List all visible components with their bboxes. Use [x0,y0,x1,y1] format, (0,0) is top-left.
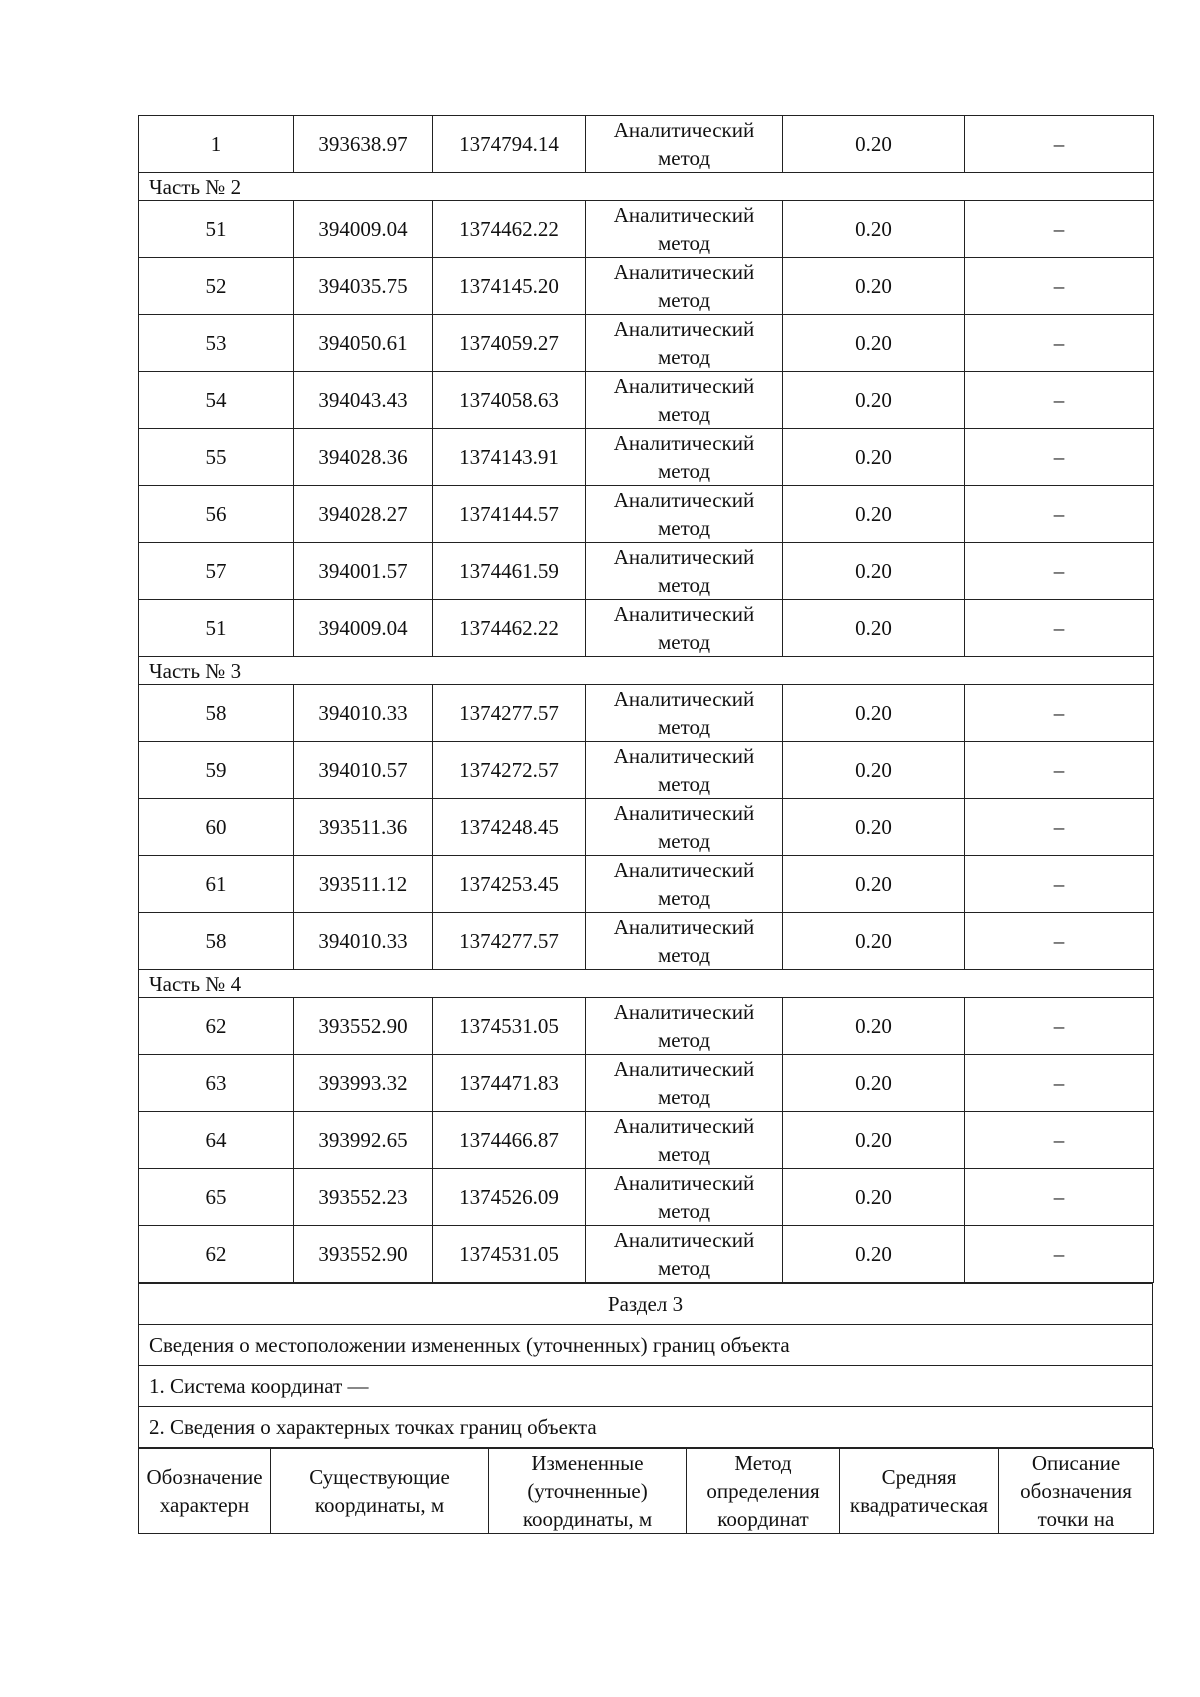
method-cell: Аналитический метод [586,1226,783,1283]
method-cell: Аналитический метод [586,799,783,856]
method-cell: Аналитический метод [586,429,783,486]
accuracy-cell: 0.20 [783,799,965,856]
accuracy-cell: 0.20 [783,258,965,315]
description-cell: – [965,1226,1154,1283]
point-row [139,998,1154,1055]
y-coordinate-cell: 1374462.22 [433,600,586,657]
description-cell: – [965,1169,1154,1226]
point-number-cell: 62 [139,1226,294,1283]
description-cell: – [965,201,1154,258]
header-description: Описание обозначения точки на [999,1449,1154,1534]
method-cell: Аналитический метод [586,116,783,173]
method-cell: Аналитический метод [586,543,783,600]
x-coordinate-cell: 394028.36 [294,429,433,486]
accuracy-cell: 0.20 [783,998,965,1055]
point-number-cell: 58 [139,685,294,742]
point-row [139,913,1154,970]
point-row [139,543,1154,600]
accuracy-cell: 0.20 [783,543,965,600]
point-row [139,116,1154,173]
point-number-cell: 64 [139,1112,294,1169]
description-cell: – [965,486,1154,543]
y-coordinate-cell: 1374526.09 [433,1169,586,1226]
method-cell: Аналитический метод [586,1112,783,1169]
part-label: Часть № 3 [139,657,1154,685]
document-page [138,115,1153,1534]
x-coordinate-cell: 393638.97 [294,116,433,173]
x-coordinate-cell: 393552.90 [294,1226,433,1283]
y-coordinate-cell: 1374466.87 [433,1112,586,1169]
point-row [139,315,1154,372]
method-cell: Аналитический метод [586,372,783,429]
section-3-subtitle: Сведения о местоположении измененных (уточненных) границ объекта [139,1325,1153,1366]
accuracy-cell: 0.20 [783,116,965,173]
description-cell: – [965,799,1154,856]
method-cell: Аналитический метод [586,1055,783,1112]
x-coordinate-cell: 394009.04 [294,600,433,657]
x-coordinate-cell: 394009.04 [294,201,433,258]
y-coordinate-cell: 1374277.57 [433,685,586,742]
x-coordinate-cell: 393552.23 [294,1169,433,1226]
method-cell: Аналитический метод [586,315,783,372]
part-header-row [139,173,1154,201]
x-coordinate-cell: 394035.75 [294,258,433,315]
y-coordinate-cell: 1374059.27 [433,315,586,372]
header-existing-coordinates: Существующие координаты, м [271,1449,489,1534]
accuracy-cell: 0.20 [783,913,965,970]
point-number-cell: 59 [139,742,294,799]
x-coordinate-cell: 394050.61 [294,315,433,372]
description-cell: – [965,742,1154,799]
accuracy-cell: 0.20 [783,486,965,543]
y-coordinate-cell: 1374248.45 [433,799,586,856]
x-coordinate-cell: 394010.57 [294,742,433,799]
point-row [139,486,1154,543]
point-number-cell: 1 [139,116,294,173]
description-cell: – [965,258,1154,315]
y-coordinate-cell: 1374471.83 [433,1055,586,1112]
method-cell: Аналитический метод [586,600,783,657]
accuracy-cell: 0.20 [783,429,965,486]
description-cell: – [965,1055,1154,1112]
y-coordinate-cell: 1374531.05 [433,1226,586,1283]
coordinates-table [138,115,1154,1283]
description-cell: – [965,429,1154,486]
point-row [139,799,1154,856]
point-row [139,258,1154,315]
description-cell: – [965,998,1154,1055]
coordinates-table-body [139,116,1154,1283]
point-row [139,1055,1154,1112]
point-number-cell: 63 [139,1055,294,1112]
accuracy-cell: 0.20 [783,685,965,742]
point-number-cell: 62 [139,998,294,1055]
point-row [139,600,1154,657]
accuracy-cell: 0.20 [783,856,965,913]
method-cell: Аналитический метод [586,913,783,970]
description-cell: – [965,315,1154,372]
y-coordinate-cell: 1374794.14 [433,116,586,173]
point-row [139,856,1154,913]
point-number-cell: 51 [139,201,294,258]
point-row [139,1226,1154,1283]
accuracy-cell: 0.20 [783,1112,965,1169]
description-cell: – [965,116,1154,173]
point-number-cell: 51 [139,600,294,657]
method-cell: Аналитический метод [586,201,783,258]
method-cell: Аналитический метод [586,742,783,799]
header-designation: Обозначение характерн [139,1449,271,1534]
method-cell: Аналитический метод [586,258,783,315]
x-coordinate-cell: 394010.33 [294,685,433,742]
point-row [139,372,1154,429]
accuracy-cell: 0.20 [783,1055,965,1112]
accuracy-cell: 0.20 [783,1169,965,1226]
section-3-header-row [139,1449,1154,1534]
description-cell: – [965,685,1154,742]
x-coordinate-cell: 394001.57 [294,543,433,600]
y-coordinate-cell: 1374531.05 [433,998,586,1055]
point-number-cell: 61 [139,856,294,913]
header-changed-coordinates: Измененные (уточненные) координаты, м [489,1449,687,1534]
method-cell: Аналитический метод [586,486,783,543]
method-cell: Аналитический метод [586,998,783,1055]
description-cell: – [965,1112,1154,1169]
description-cell: – [965,543,1154,600]
accuracy-cell: 0.20 [783,201,965,258]
section-3-title: Раздел 3 [139,1284,1153,1325]
y-coordinate-cell: 1374143.91 [433,429,586,486]
y-coordinate-cell: 1374253.45 [433,856,586,913]
y-coordinate-cell: 1374144.57 [433,486,586,543]
boundary-points-item: 2. Сведения о характерных точках границ объекта [139,1407,1153,1448]
section-3-header-table [138,1448,1154,1534]
point-row [139,1169,1154,1226]
description-cell: – [965,600,1154,657]
point-number-cell: 52 [139,258,294,315]
part-label: Часть № 2 [139,173,1154,201]
part-header-row [139,970,1154,998]
point-number-cell: 54 [139,372,294,429]
y-coordinate-cell: 1374461.59 [433,543,586,600]
y-coordinate-cell: 1374277.57 [433,913,586,970]
point-number-cell: 65 [139,1169,294,1226]
x-coordinate-cell: 393992.65 [294,1112,433,1169]
x-coordinate-cell: 393511.12 [294,856,433,913]
point-row [139,1112,1154,1169]
accuracy-cell: 0.20 [783,742,965,799]
part-header-row [139,657,1154,685]
accuracy-cell: 0.20 [783,600,965,657]
x-coordinate-cell: 394010.33 [294,913,433,970]
part-label: Часть № 4 [139,970,1154,998]
description-cell: – [965,913,1154,970]
method-cell: Аналитический метод [586,1169,783,1226]
x-coordinate-cell: 393511.36 [294,799,433,856]
point-number-cell: 55 [139,429,294,486]
method-cell: Аналитический метод [586,856,783,913]
header-method: Метод определения координат [687,1449,840,1534]
x-coordinate-cell: 394043.43 [294,372,433,429]
x-coordinate-cell: 393552.90 [294,998,433,1055]
method-cell: Аналитический метод [586,685,783,742]
point-number-cell: 60 [139,799,294,856]
point-number-cell: 56 [139,486,294,543]
point-row [139,742,1154,799]
coordinate-system-item: 1. Система координат — [139,1366,1153,1407]
point-row [139,201,1154,258]
y-coordinate-cell: 1374462.22 [433,201,586,258]
y-coordinate-cell: 1374272.57 [433,742,586,799]
header-accuracy: Средняя квадратическая [840,1449,999,1534]
accuracy-cell: 0.20 [783,1226,965,1283]
accuracy-cell: 0.20 [783,315,965,372]
y-coordinate-cell: 1374145.20 [433,258,586,315]
point-row [139,685,1154,742]
point-number-cell: 58 [139,913,294,970]
description-cell: – [965,856,1154,913]
x-coordinate-cell: 393993.32 [294,1055,433,1112]
description-cell: – [965,372,1154,429]
accuracy-cell: 0.20 [783,372,965,429]
point-row [139,429,1154,486]
y-coordinate-cell: 1374058.63 [433,372,586,429]
x-coordinate-cell: 394028.27 [294,486,433,543]
point-number-cell: 57 [139,543,294,600]
point-number-cell: 53 [139,315,294,372]
section-3-block [138,1283,1153,1448]
